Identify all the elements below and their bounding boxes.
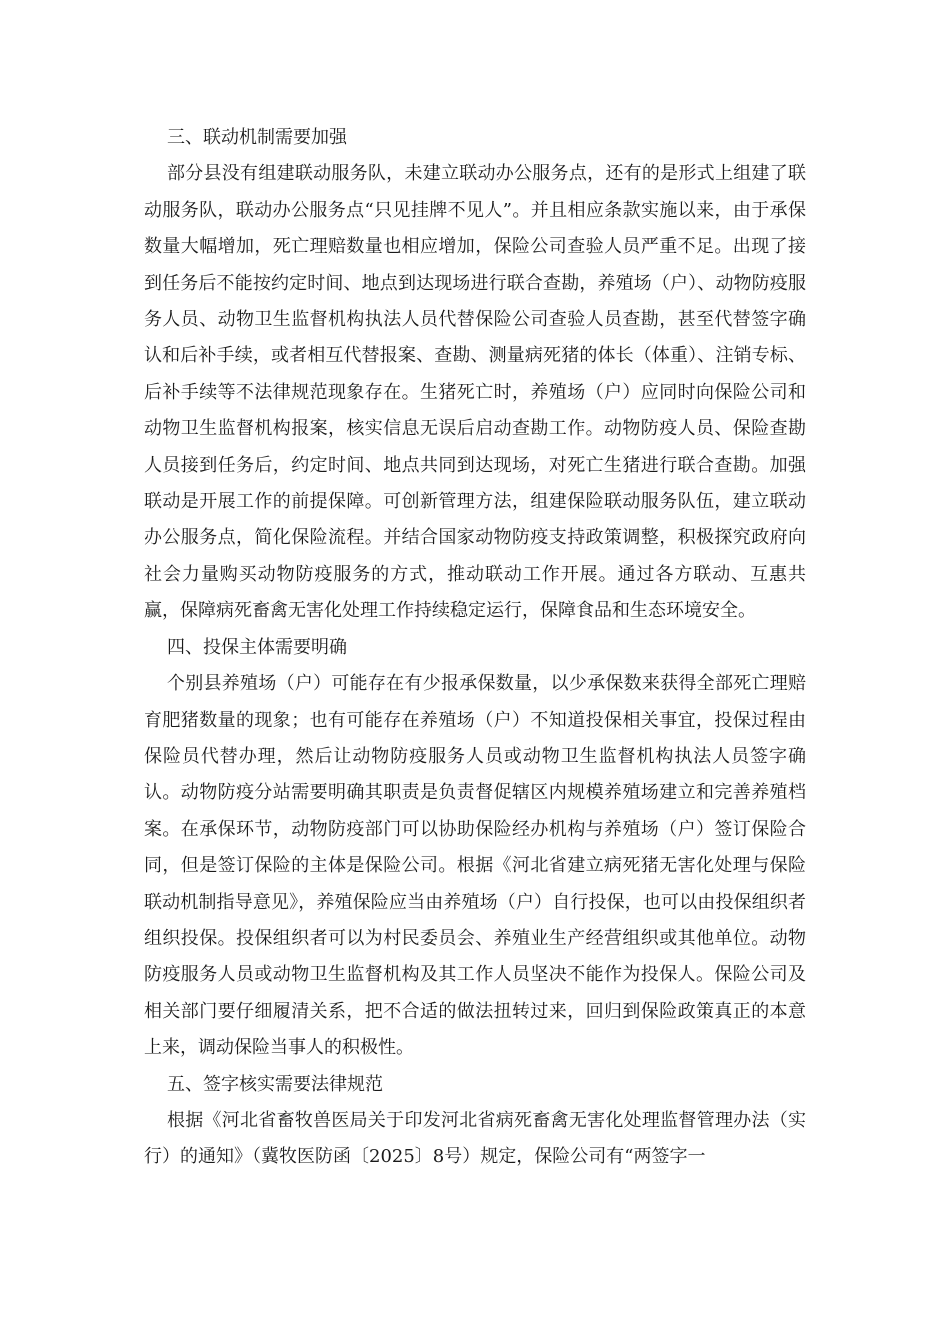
document-body (144, 120, 806, 1176)
section-4 (144, 630, 806, 1067)
section-paragraph: 个别县养殖场（户）可能存在有少报承保数量，以少承保数来获得全部死亡理赔育肥猪数量的现象；也有可能存在养殖场（户）不知道投保相关事宜，投保过程由保险员代替办理，然后让动物防疫服务人员或动物卫生监督机构执法人员签字确认。动物防疫分站需要明确其职责是负责督促辖区内规模养殖场建立和完善养殖档案。在承保环节，动物防疫部门可以协助保险经办机构与养殖场（户）签订保险合同，但是签订保险的主体是保险公司。根据《河北省建立病死猪无害化处理与保险联动机制指导意见》，养殖保险应当由养殖场（户）自行投保，也可以由投保组织者组织投保。投保组织者可以为村民委员会、养殖业生产经营组织或其他单位。动物防疫服务人员或动物卫生监督机构及其工作人员坚决不能作为投保人。保险公司及相关部门要仔细履清关系，把不合适的做法扭转过来，回归到保险政策真正的本意上来，调动保险当事人的积极性。 (144, 673, 806, 1059)
section-paragraph: 根据《河北省畜牧兽医局关于印发河北省病死畜禽无害化处理监督管理办法（实行）的通知》（冀牧医防函〔2025〕8号）规定，保险公司有“两签字一 (144, 1109, 806, 1168)
section-heading: 五、签字核实需要法律规范 (167, 1073, 383, 1095)
section-heading: 三、联动机制需要加强 (167, 127, 347, 148)
section-heading: 四、投保主体需要明确 (167, 636, 347, 658)
section-3 (144, 120, 806, 630)
section-paragraph: 部分县没有组建联动服务队，未建立联动办公服务点，还有的是形式上组建了联动服务队，联动办公服务点“只见挂牌不见人”。并且相应条款实施以来，由于承保数量大幅增加，死亡理赔数量也相应增加，保险公司查验人员严重不足。出现了接到任务后不能按约定时间、地点到达现场进行联合查勘，养殖场（户）、动物防疫服务人员、动物卫生监督机构执法人员代替保险公司查验人员查勘，甚至代替签字确认和后补手续，或者相互代替报案、查勘、测量病死猪的体长（体重）、注销专标、后补手续等不法律规范现象存在。生猪死亡时，养殖场（户）应同时向保险公司和动物卫生监督机构报案，核实信息无误后启动查勘工作。动物防疫人员、保险查勘人员接到任务后，约定时间、地点共同到达现场，对死亡生猪进行联合查勘。加强联动是开展工作的前提保障。可创新管理方法，组建保险联动服务队伍，建立联动办公服务点，简化保险流程。并结合国家动物防疫支持政策调整，积极探究政府向社会力量购买动物防疫服务的方式，推动联动工作开展。通过各方联动、互惠共赢，保障病死畜禽无害化处理工作持续稳定运行，保障食品和生态环境安全。 (144, 163, 806, 622)
section-5 (144, 1067, 806, 1176)
